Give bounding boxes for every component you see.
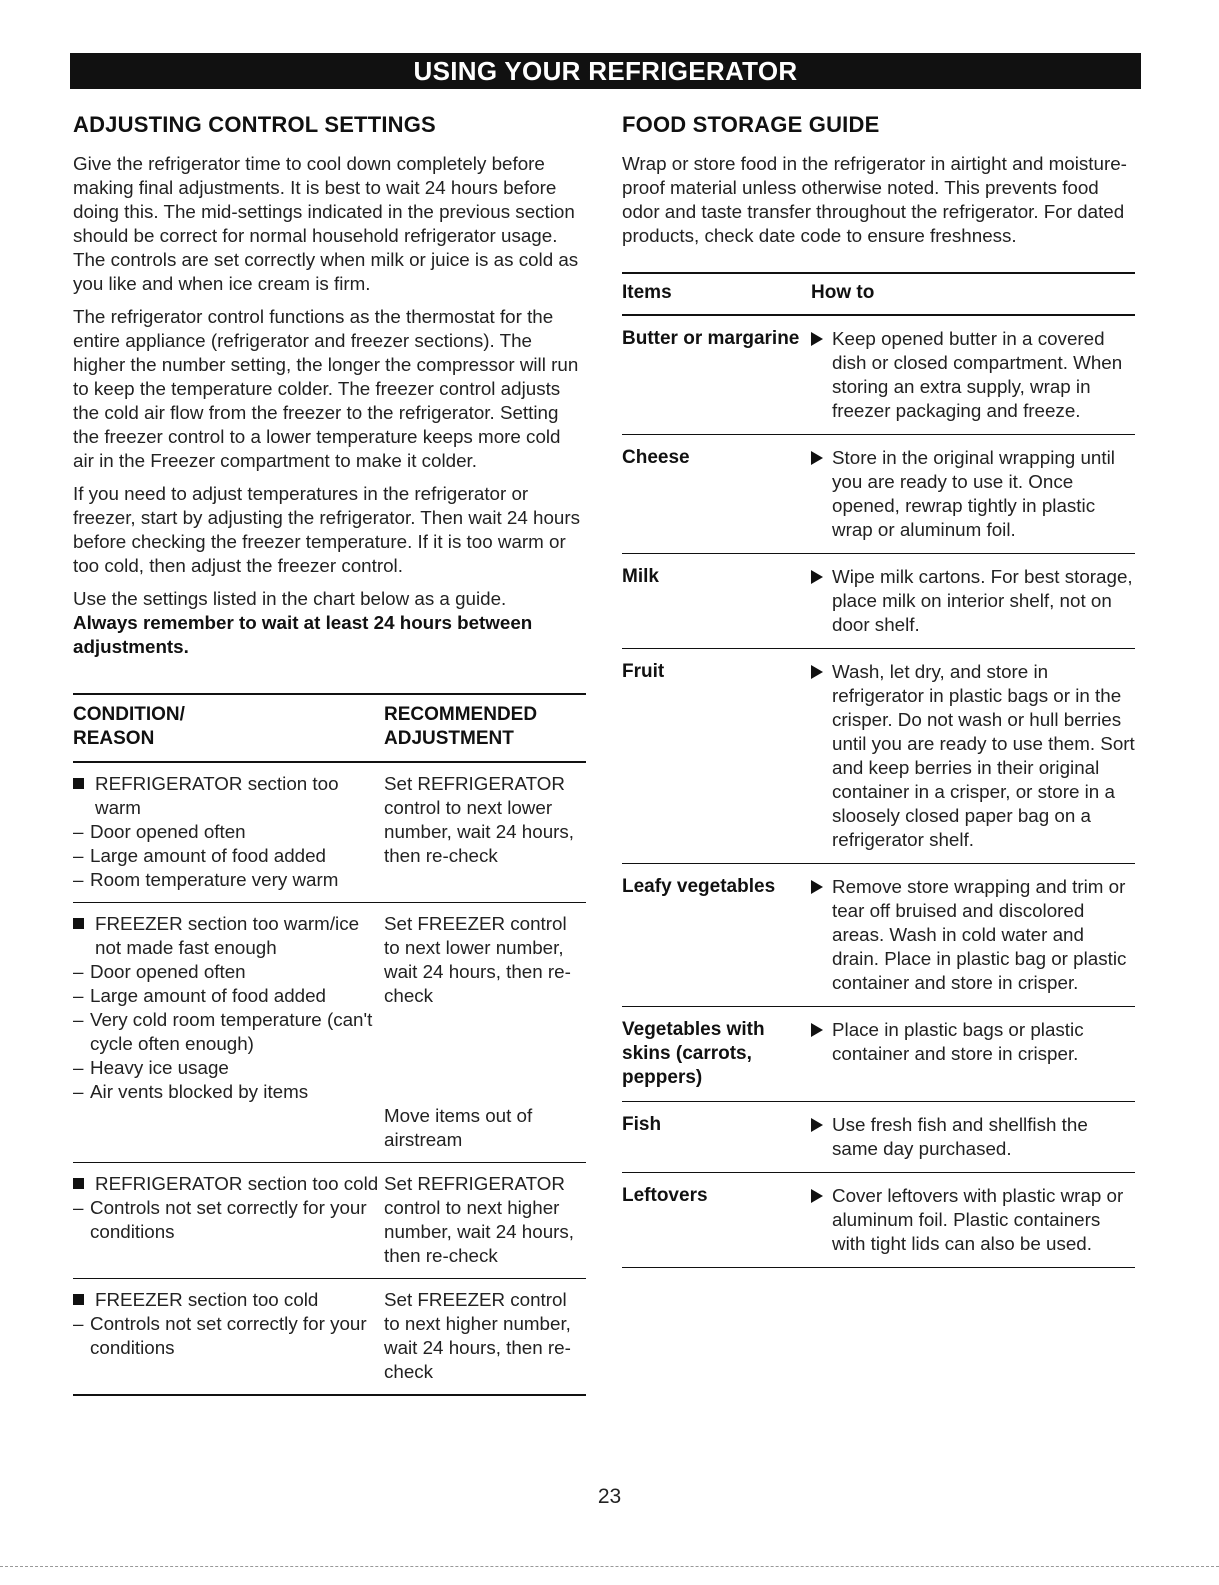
- howto-text: Wash, let dry, and store in refrigerator in plastic bags or in the crisper. Do not wash or hull berries until you are ready to use them. Sort and keep berries in their original container in a crisper, or store in a sloosely closed paper bag on a refrigerator shelf.: [832, 661, 1135, 850]
- square-bullet-icon: [73, 1178, 84, 1189]
- triangle-bullet-icon: [811, 332, 823, 346]
- adjustment: Set REFRIGERATOR control to next lower number, wait 24 hours, then re-check: [384, 773, 575, 866]
- item-name: Cheese: [622, 447, 690, 468]
- section-banner: USING YOUR REFRIGERATOR: [70, 53, 1141, 89]
- food-storage-column: [622, 112, 1135, 1268]
- howto-text: Place in plastic bags or plastic container and store in crisper.: [832, 1019, 1084, 1064]
- howto-text: Remove store wrapping and trim or tear off bruised and discolored areas. Wash in cold water and drain. Place in plastic bag or plastic container and store in crisper.: [832, 876, 1127, 993]
- table-header: [73, 695, 586, 761]
- table-row: [73, 763, 586, 902]
- item-name: Butter or margarine: [622, 328, 800, 349]
- adjustment: Set FREEZER control to next lower number, wait 24 hours, then re-check: [384, 913, 571, 1006]
- guide-bold-text: Always remember to wait at least 24 hours between adjustments.: [73, 612, 533, 657]
- guide-paragraph: [73, 587, 586, 659]
- reason-item: – Door opened often: [73, 820, 384, 844]
- howto-text: Use fresh fish and shellfish the same day purchased.: [832, 1114, 1088, 1159]
- triangle-bullet-icon: [811, 570, 823, 584]
- triangle-bullet-icon: [811, 1189, 823, 1203]
- condition-main: REFRIGERATOR section too cold: [95, 1173, 379, 1194]
- adjustment-secondary: Move items out of airstream: [384, 1105, 533, 1150]
- square-bullet-icon: [73, 1294, 84, 1305]
- triangle-bullet-icon: [811, 451, 823, 465]
- reason-item: – Controls not set correctly for your conditions: [73, 1312, 384, 1360]
- triangle-bullet-icon: [811, 665, 823, 679]
- reason-item: – Controls not set correctly for your conditions: [73, 1196, 384, 1244]
- control-settings-table: [73, 693, 586, 1396]
- square-bullet-icon: [73, 778, 84, 789]
- table-row: [622, 1007, 1135, 1101]
- triangle-bullet-icon: [811, 880, 823, 894]
- table-row: [622, 435, 1135, 553]
- howto-text: Cover leftovers with plastic wrap or aluminum foil. Plastic containers with tight lids can also be used.: [832, 1185, 1124, 1254]
- reason-item: – Large amount of food added: [73, 844, 384, 868]
- triangle-bullet-icon: [811, 1118, 823, 1132]
- header-items: Items: [622, 282, 672, 303]
- item-name: Vegetables with skins (carrots, peppers): [622, 1019, 765, 1088]
- table-row: [73, 1163, 586, 1278]
- table-row: [622, 1102, 1135, 1172]
- triangle-bullet-icon: [811, 1023, 823, 1037]
- item-name: Milk: [622, 566, 659, 587]
- paragraph: The refrigerator control functions as the thermostat for the entire appliance (refrigerator and freezer sections). The higher the number setting, the longer the compressor will run to keep the temperature colder. The freezer control adjusts the cold air flow from the freezer to the refrigerator. Setting the freezer control to a lower temperature keeps more cold air in the Freezer compartment to make it colder.: [73, 306, 579, 471]
- header-howto: How to: [811, 282, 875, 303]
- item-name: Fish: [622, 1114, 662, 1135]
- square-bullet-icon: [73, 918, 84, 929]
- reason-item: – Room temperature very warm: [73, 868, 384, 892]
- intro-paragraph: Wrap or store food in the refrigerator in airtight and moisture-proof material unless otherwise noted. This prevents food odor and taste transfer throughout the refrigerator. For dated products, check date code to ensure freshness.: [622, 153, 1127, 246]
- table-row: [622, 864, 1135, 1006]
- howto-text: Store in the original wrapping until you are ready to use it. Once opened, rewrap tightly in plastic wrap or aluminum foil.: [832, 447, 1115, 540]
- adjusting-heading: ADJUSTING CONTROL SETTINGS: [73, 112, 436, 137]
- table-header: [622, 274, 1135, 314]
- adjustment: Set REFRIGERATOR control to next higher number, wait 24 hours, then re-check: [384, 1173, 575, 1266]
- howto-text: Wipe milk cartons. For best storage, place milk on interior shelf, not on door shelf.: [832, 566, 1133, 635]
- header-adjustment: RECOMMENDED ADJUSTMENT: [384, 704, 538, 749]
- reason-item: – Air vents blocked by items: [73, 1080, 384, 1104]
- reason-item: – Large amount of food added: [73, 984, 384, 1008]
- header-condition: CONDITION/ REASON: [73, 704, 185, 749]
- item-name: Fruit: [622, 661, 665, 682]
- condition-main: FREEZER section too warm/ice not made fast enough: [95, 913, 360, 958]
- food-storage-table: [622, 272, 1135, 1268]
- table-row: [73, 903, 586, 1162]
- condition-main: FREEZER section too cold: [95, 1289, 319, 1310]
- table-row: [622, 649, 1135, 863]
- food-storage-heading: FOOD STORAGE GUIDE: [622, 112, 880, 137]
- paragraph: If you need to adjust temperatures in the refrigerator or freezer, start by adjusting the refrigerator. Then wait 24 hours before checking the freezer temperature. If it is too warm or too cold, then adjust the freezer control.: [73, 483, 581, 576]
- page-number: 23: [597, 1485, 622, 1508]
- reason-item: – Heavy ice usage: [73, 1056, 384, 1080]
- adjustment: Set FREEZER control to next higher number, wait 24 hours, then re-check: [384, 1289, 571, 1382]
- howto-text: Keep opened butter in a covered dish or closed compartment. When storing an extra supply, wrap in freezer packaging and freeze.: [832, 328, 1123, 421]
- table-row: [73, 1279, 586, 1394]
- table-row: [622, 554, 1135, 648]
- condition-main: REFRIGERATOR section too warm: [95, 773, 339, 818]
- item-name: Leftovers: [622, 1185, 708, 1206]
- reason-item: – Very cold room temperature (can't cycle often enough): [73, 1008, 384, 1056]
- paragraph: Give the refrigerator time to cool down completely before making final adjustments. It is best to wait 24 hours before doing this. The mid-settings indicated in the previous section should be correct for normal household refrigerator usage. The controls are set correctly when milk or juice is as cold as you like and when ice cream is firm.: [73, 153, 579, 294]
- table-row: [622, 1173, 1135, 1267]
- item-name: Leafy vegetables: [622, 876, 776, 897]
- reason-item: – Door opened often: [73, 960, 384, 984]
- adjusting-controls-column: [73, 112, 586, 1396]
- page-edge-divider: [0, 1566, 1219, 1567]
- guide-text: Use the settings listed in the chart below as a guide.: [73, 588, 507, 609]
- table-row: [622, 316, 1135, 434]
